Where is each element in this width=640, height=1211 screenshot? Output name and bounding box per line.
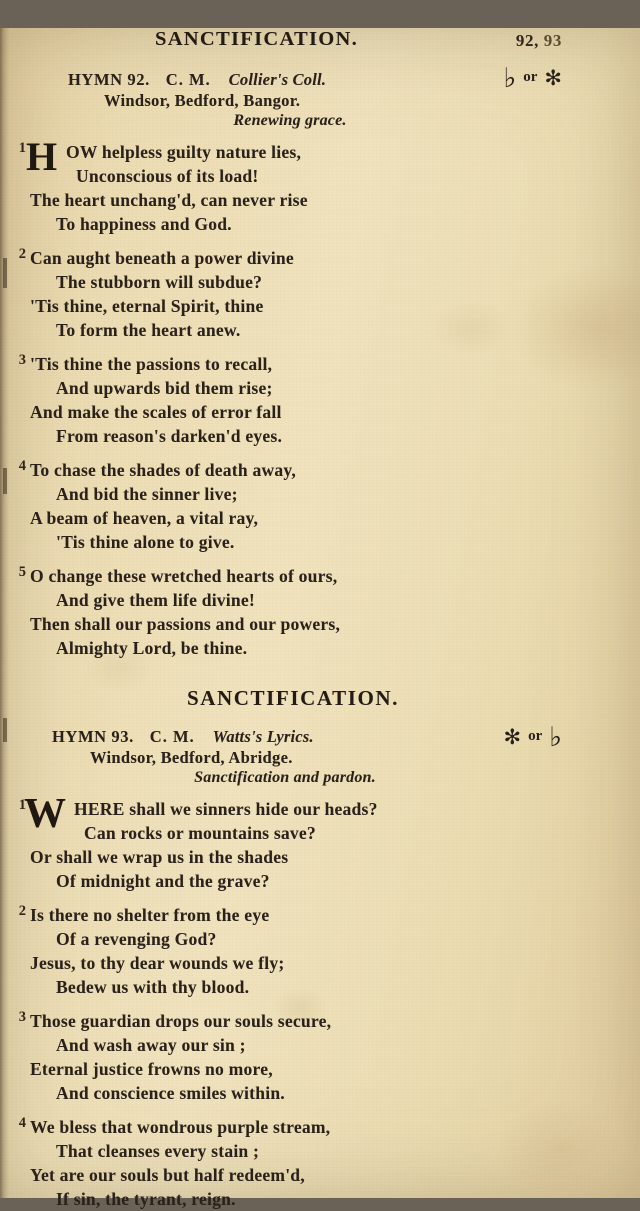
- drop-cap-letter: W: [24, 791, 66, 837]
- verse: [0, 1115, 640, 1211]
- verse-line: Almighty Lord, be thine.: [56, 638, 248, 658]
- verse-number: 2: [18, 903, 26, 919]
- hymn-92-source: Collier's Coll.: [228, 70, 327, 89]
- flat-symbol-icon: ♭: [503, 63, 517, 94]
- verse-line: Those guardian drops our souls secure,: [30, 1011, 332, 1031]
- verse-number: 4: [18, 458, 26, 474]
- folio-page-93: 93: [543, 31, 562, 50]
- section-header-sanctification: SANCTIFICATION.: [186, 686, 400, 710]
- hymn-92-subject: Renewing grace.: [233, 112, 347, 129]
- verse-number: 1: [18, 140, 26, 156]
- hymn-92-meter: C. M.: [165, 70, 211, 89]
- verse-line: To happiness and God.: [56, 214, 232, 234]
- scanned-hymnal-page: [0, 28, 640, 1209]
- asterisk-symbol-icon: ✻: [503, 725, 522, 749]
- verse: [0, 1009, 640, 1105]
- tune-mark-or-label: or: [523, 69, 538, 85]
- verse-line: 'Tis thine, eternal Spirit, thine: [30, 296, 264, 316]
- verse-line: Of midnight and the grave?: [56, 871, 270, 891]
- verse-line: And give them life divine!: [56, 590, 255, 610]
- verse: [0, 246, 640, 342]
- hymn-93-meter: C. M.: [149, 727, 195, 746]
- verse-line: And upwards bid them rise;: [56, 378, 273, 398]
- hymn-92-number: HYMN 92.: [68, 70, 150, 89]
- verse-line: From reason's darken'd eyes.: [56, 426, 283, 446]
- hymn-93-verses: [0, 791, 640, 1211]
- verse-line: Jesus, to thy dear wounds we fly;: [30, 953, 285, 973]
- verse-line: That cleanses every stain ;: [56, 1141, 260, 1161]
- verse-line: To form the heart anew.: [56, 320, 241, 340]
- verse-line: 'Tis thine alone to give.: [56, 532, 235, 552]
- hymn-93-tunes: Windsor, Bedford, Abridge.: [90, 748, 293, 767]
- verse-line: Bedew us with thy blood.: [56, 977, 250, 997]
- folio-page-92: 92,: [515, 31, 539, 50]
- verse-line: And wash away our sin ;: [56, 1035, 246, 1055]
- page-content: [0, 28, 640, 1211]
- verse-line: To chase the shades of death away,: [30, 460, 297, 480]
- verse: [0, 903, 640, 999]
- verse: [0, 791, 640, 893]
- verse-line: A beam of heaven, a vital ray,: [30, 508, 259, 528]
- verse-line: And make the scales of error fall: [30, 402, 282, 422]
- hymn-93-source: Watts's Lyrics.: [212, 727, 314, 746]
- hymn-93-tune-marks: [503, 722, 562, 753]
- verse-number: 5: [18, 564, 26, 580]
- verse-line: Is there no shelter from the eye: [30, 905, 270, 925]
- verse-line: 'Tis thine the passions to recall,: [30, 354, 273, 374]
- tune-mark-or-label: or: [528, 728, 543, 744]
- verse-line: HERE shall we sinners hide our heads?: [74, 799, 378, 819]
- verse-line: And bid the sinner live;: [56, 484, 238, 504]
- verse-line: Can aught beneath a power divine: [30, 248, 294, 268]
- verse-line: O change these wretched hearts of ours,: [30, 566, 338, 586]
- verse-line: Of a revenging God?: [56, 929, 217, 949]
- hymn-92-tunes: Windsor, Bedford, Bangor.: [104, 91, 301, 110]
- hymn-93-number: HYMN 93.: [52, 727, 134, 746]
- hymn-93-subject: Sanctification and pardon.: [194, 769, 376, 786]
- verse-number: 3: [18, 1009, 26, 1025]
- flat-symbol-icon: ♭: [549, 722, 562, 753]
- verse: [0, 458, 640, 554]
- drop-cap-letter: H: [26, 134, 58, 179]
- hymn-92-heading: [0, 63, 640, 130]
- verse-number: 3: [18, 352, 26, 368]
- verse-line: We bless that wondrous purple stream,: [30, 1117, 331, 1137]
- verse-number: 1: [18, 797, 26, 813]
- page-title: SANCTIFICATION.: [155, 28, 359, 50]
- verse-line: And conscience smiles within.: [56, 1083, 285, 1103]
- verse-line: Unconscious of its load!: [76, 166, 259, 186]
- folio-numbers: [516, 31, 562, 51]
- hymn-92-verses: [0, 134, 640, 660]
- verse-line: Eternal justice frowns no more,: [30, 1059, 273, 1079]
- verse-line: Yet are our souls but half redeem'd,: [30, 1165, 305, 1185]
- running-head: [0, 28, 640, 62]
- verse: [0, 564, 640, 660]
- hymn-93-heading: [0, 722, 640, 787]
- verse-line: Or shall we wrap us in the shades: [30, 847, 289, 867]
- verse-line: If sin, the tyrant, reign.: [56, 1189, 236, 1209]
- asterisk-symbol-icon: ✻: [544, 66, 562, 90]
- verse-line: The heart unchang'd, can never rise: [30, 190, 308, 210]
- verse-line: The stubborn will subdue?: [56, 272, 263, 292]
- verse-line: Then shall our passions and our powers,: [30, 614, 341, 634]
- hymn-92-tune-marks: [503, 63, 562, 94]
- verse-number: 4: [18, 1115, 26, 1131]
- verse-line: Can rocks or mountains save?: [84, 823, 316, 843]
- verse-line: OW helpless guilty nature lies,: [66, 142, 302, 162]
- verse: [0, 134, 640, 236]
- verse: [0, 352, 640, 448]
- verse-number: 2: [18, 246, 26, 262]
